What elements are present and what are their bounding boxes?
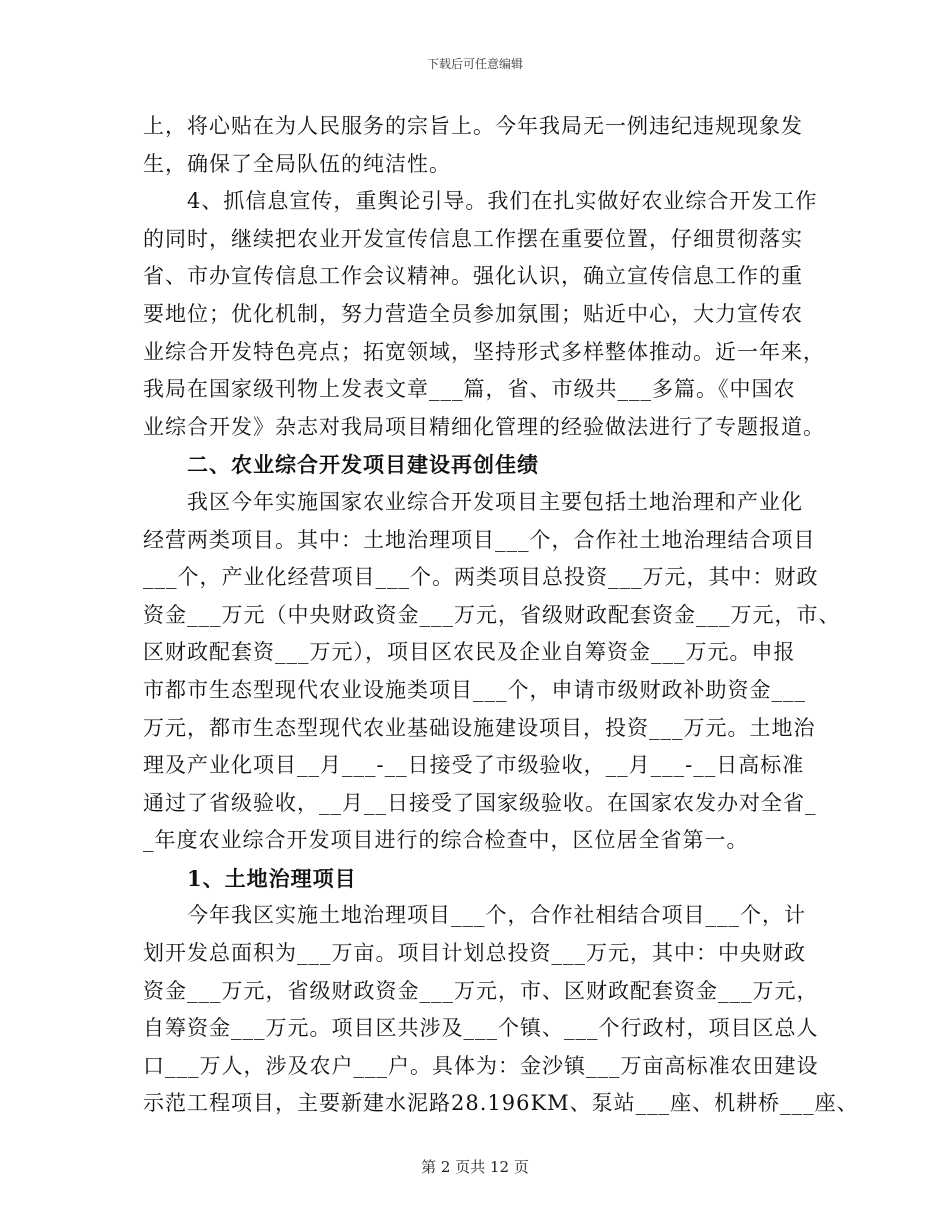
text-line: ___个，产业化经营项目___个。两类项目总投资___万元，其中：财政 <box>143 565 819 590</box>
text-line: 口___万人，涉及农户___户。具体为：金沙镇___万亩高标准农田建设 <box>143 1053 819 1078</box>
text-line: 4、抓信息宣传，重舆论引导。我们在扎实做好农业综合开发工作 <box>187 189 818 214</box>
text-line: _年度农业综合开发项目进行的综合检查中，区位居全省第一。 <box>143 828 749 853</box>
text-line: 业综合开发》杂志对我局项目精细化管理的经验做法进行了专题报道。 <box>143 414 825 439</box>
page-footer: 第 2 页共 12 页 <box>421 1158 529 1176</box>
text-line: 自筹资金___万元。项目区共涉及___个镇、___个行政村，项目区总人 <box>143 1016 819 1041</box>
text-line: 区财政配套资___万元），项目区农民及企业自筹资金___万元。申报 <box>143 640 796 665</box>
text-line: 通过了省级验收，__月__日接受了国家级验收。在国家农发办对全省_ <box>143 790 817 815</box>
text-line: 上，将心贴在为人民服务的宗旨上。今年我局无一例违纪违规现象发 <box>143 114 803 138</box>
text-line: 业综合开发特色亮点；拓宽领域，坚持形式多样整体推动。近一年来， <box>143 339 825 364</box>
document-body <box>143 108 859 1123</box>
text-line: 今年我区实施土地治理项目___个，合作社相结合项目___个，计 <box>187 903 806 928</box>
text-line: 我区今年实施国家农业综合开发项目主要包括土地治理和产业化 <box>187 489 803 514</box>
text-line: 资金___万元，省级财政资金___万元，市、区财政配套资金___万元， <box>143 978 819 1003</box>
text-line: 要地位；优化机制，努力营造全员参加氛围；贴近中心，大力宣传农 <box>143 301 803 326</box>
subsection-heading: 1、土地治理项目 <box>187 865 357 891</box>
text-line: 理及产业化项目__月___-__日接受了市级验收，__月___-__日高标准 <box>143 753 805 778</box>
text-line: 万元，都市生态型现代农业基础设施建设项目，投资___万元。土地治 <box>143 715 816 740</box>
section-heading: 二、农业综合开发项目建设再创佳绩 <box>187 452 539 478</box>
text-line: 资金___万元（中央财政资金___万元，省级财政配套资金___万元，市、 <box>143 602 841 627</box>
page-header: 下载后可任意编辑 <box>426 57 523 71</box>
text-line: 市都市生态型现代农业设施类项目___个，申请市级财政补助资金___ <box>143 677 806 702</box>
text-line: 示范工程项目，主要新建水泥路28.196KM、泵站___座、机耕桥___座、 <box>143 1091 859 1116</box>
text-line: 省、市办宣传信息工作会议精神。强化认识，确立宣传信息工作的重 <box>143 264 803 289</box>
text-line: 经营两类项目。其中：土地治理项目___个，合作社土地治理结合项目 <box>143 527 816 552</box>
text-line: 划开发总面积为___万亩。项目计划总投资___万元，其中：中央财政 <box>143 941 806 966</box>
text-line: 的同时，继续把农业开发宣传信息工作摆在重要位置，仔细贯彻落实 <box>143 226 803 251</box>
text-line: 生，确保了全局队伍的纯洁性。 <box>143 151 451 176</box>
text-line: 我局在国家级刊物上发表文章___篇，省、市级共___多篇。《中国农 <box>143 377 796 402</box>
